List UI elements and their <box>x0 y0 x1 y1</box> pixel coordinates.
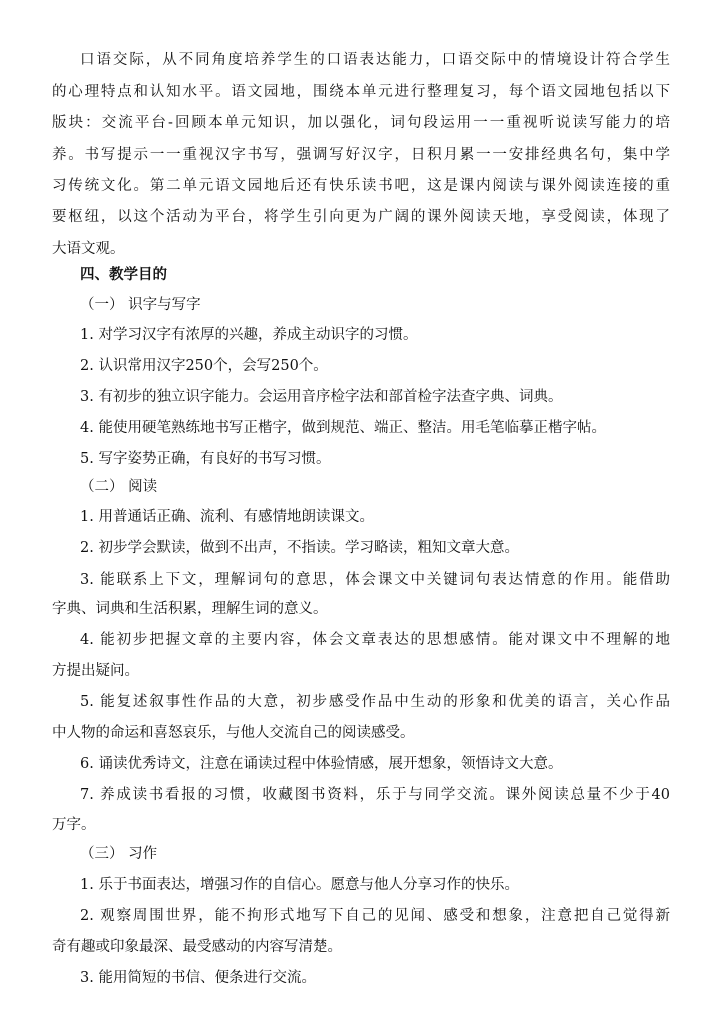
intro-line: 口语交际，从不同角度培养学生的口语表达能力，口语交际中的情境设计符合学生 <box>80 52 670 68</box>
literacy-item: 4. 能使用硬笔熟练地书写正楷字，做到规范、端正、整洁。用毛笔临摹正楷字帖。 <box>80 420 606 436</box>
intro-line: 习传统文化。第二单元语文园地后还有快乐读书吧，这是课内阅读与课外阅读连接的重 <box>52 178 670 194</box>
reading-item-continuation: 方提出疑问。 <box>52 663 139 679</box>
reading-item: 1. 用普通话正确、流利、有感情地朗读课文。 <box>80 509 374 525</box>
reading-item: 4. 能初步把握文章的主要内容，体会文章表达的思想感情。能对课文中不理解的地 <box>80 632 670 648</box>
reading-item-continuation: 字典、词典和生活积累，理解生词的意义。 <box>52 601 328 617</box>
subsection-heading-writing: （三） 习作 <box>80 846 158 862</box>
intro-line: 的心理特点和认知水平。语文园地，围绕本单元进行整理复习，每个语文园地包括以下 <box>52 84 670 100</box>
writing-item: 3. 能用简短的书信、便条进行交流。 <box>80 970 316 986</box>
reading-item: 3. 能联系上下文，理解词句的意思，体会课文中关键词句表达情意的作用。能借助 <box>80 572 670 588</box>
literacy-item: 2. 认识常用汉字250个，会写250个。 <box>80 358 328 374</box>
literacy-item: 1. 对学习汉字有浓厚的兴趣，养成主动识字的习惯。 <box>80 327 418 343</box>
reading-item: 2. 初步学会默读，做到不出声，不指读。学习略读，粗知文章大意。 <box>80 540 519 556</box>
writing-item-continuation: 奇有趣或印象最深、最受感动的内容写清楚。 <box>52 939 342 955</box>
section-heading: 四、教学目的 <box>80 267 167 283</box>
writing-item: 2. 观察周围世界，能不拘形式地写下自己的见闻、感受和想象，注意把自己觉得新 <box>80 908 670 924</box>
reading-item-continuation: 中人物的命运和喜怒哀乐，与他人交流自己的阅读感受。 <box>52 725 415 741</box>
reading-item-continuation: 万字。 <box>52 817 96 833</box>
reading-item: 6. 诵读优秀诗文，注意在诵读过程中体验情感，展开想象，领悟诗文大意。 <box>80 756 563 772</box>
subsection-heading-reading: （二） 阅读 <box>80 479 158 495</box>
reading-item: 5. 能复述叙事性作品的大意，初步感受作品中生动的形象和优美的语言，关心作品 <box>80 694 670 710</box>
subsection-heading-literacy: （一） 识字与写字 <box>80 297 201 313</box>
intro-line: 要枢纽，以这个活动为平台，将学生引向更为广阔的课外阅读天地，享受阅读，体现了 <box>52 209 670 225</box>
intro-line: 大语文观。 <box>52 241 125 257</box>
intro-line: 版块：交流平台-回顾本单元知识，加以强化，词句段运用一一重视听说读写能力的培 <box>52 115 670 131</box>
reading-item: 7. 养成读书看报的习惯，收藏图书资料，乐于与同学交流。课外阅读总量不少于40 <box>80 787 670 803</box>
intro-line: 养。书写提示一一重视汉字书写，强调写好汉字，日积月累一一安排经典名句，集中学 <box>52 147 670 163</box>
literacy-item: 3. 有初步的独立识字能力。会运用音序检字法和部首检字法查字典、词典。 <box>80 389 563 405</box>
literacy-item: 5. 写字姿势正确，有良好的书写习惯。 <box>80 451 331 467</box>
writing-item: 1. 乐于书面表达，增强习作的自信心。愿意与他人分享习作的快乐。 <box>80 877 519 893</box>
